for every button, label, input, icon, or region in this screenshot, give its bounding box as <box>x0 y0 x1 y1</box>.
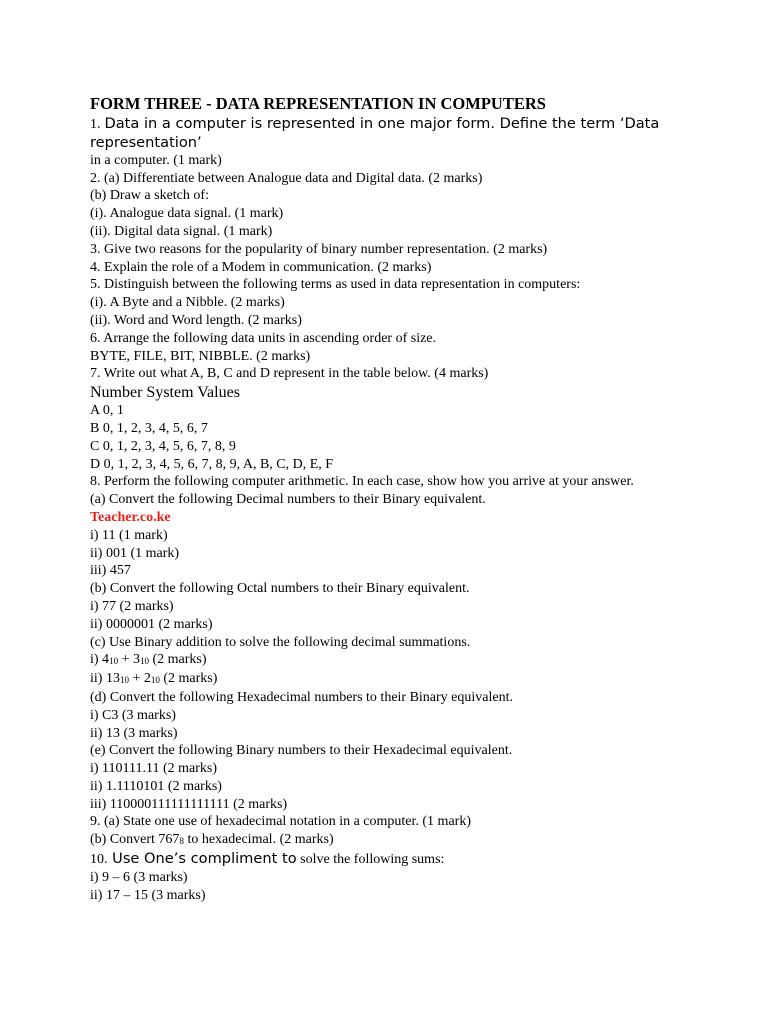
question-8e-i: i) 110111.11 (2 marks) <box>90 761 218 777</box>
question-10: 10. Use One’s compliment to solve the following sums: <box>90 850 445 868</box>
page-title: FORM THREE - DATA REPRESENTATION IN COMPUTERS <box>90 94 546 113</box>
question-8d-ii: ii) 13 (3 marks) <box>90 725 178 741</box>
question-10-ii: ii) 17 – 15 (3 marks) <box>90 887 206 903</box>
question-1-number: 1. <box>90 117 101 132</box>
question-8: 8. Perform the following computer arithmetic. In each case, show how you arrive at your answer. <box>90 474 634 490</box>
question-8c-ii: ii) $13_{10} + 2_{10}$ (2 marks) <box>90 671 218 687</box>
question-8c: (c) Use Binary addition to solve the following decimal summations. <box>90 634 471 650</box>
question-1-text: Data in a computer is represented in one major form. Define the term ‘Data representation’ <box>90 115 660 151</box>
question-8c-i: i) $4_{10} + 3_{10}$ (2 marks) <box>90 652 207 668</box>
question-8e: (e) Convert the following Binary numbers to their Hexadecimal equivalent. <box>90 743 513 759</box>
question-4: 4. Explain the role of a Modem in communication. (2 marks) <box>90 259 432 275</box>
document-body <box>90 94 690 904</box>
question-5: 5. Distinguish between the following terms as used in data representation in computers: <box>90 277 581 293</box>
question-8e-iii: iii) 110000111111111111 (2 marks) <box>90 796 288 812</box>
table-row: A 0, 1 <box>90 403 124 419</box>
question-5-ii: (ii). Word and Word length. (2 marks) <box>90 312 302 328</box>
question-2b-ii: (ii). Digital data signal. (1 mark) <box>90 223 273 239</box>
question-2b-i: (i). Analogue data signal. (1 mark) <box>90 206 284 222</box>
question-3: 3. Give two reasons for the popularity of binary number representation. (2 marks) <box>90 241 548 257</box>
question-2a: 2. (a) Differentiate between Analogue data and Digital data. (2 marks) <box>90 170 483 186</box>
question-8d: (d) Convert the following Hexadecimal numbers to their Binary equivalent. <box>90 689 513 705</box>
question-9b: (b) Convert $767_8$ to hexadecimal. (2 marks) <box>90 832 334 848</box>
question-6-items: BYTE, FILE, BIT, NIBBLE. (2 marks) <box>90 348 311 364</box>
question-8e-ii: ii) 1.1110101 (2 marks) <box>90 778 222 794</box>
question-1-tail: in a computer. (1 mark) <box>90 152 222 168</box>
question-8a-iii: iii) 457 <box>90 563 131 579</box>
question-7: 7. Write out what A, B, C and D represent in the table below. (4 marks) <box>90 366 489 382</box>
question-10-i: i) 9 – 6 (3 marks) <box>90 869 188 885</box>
question-8b-i: i) 77 (2 marks) <box>90 598 174 614</box>
question-9a: 9. (a) State one use of hexadecimal notation in a computer. (1 mark) <box>90 814 471 830</box>
question-8a-i: i) 11 (1 mark) <box>90 527 168 543</box>
table-header: Number System Values <box>90 384 240 402</box>
question-2b: (b) Draw a sketch of: <box>90 188 209 204</box>
question-6: 6. Arrange the following data units in ascending order of size. <box>90 330 437 346</box>
question-8a-ii: ii) 001 (1 mark) <box>90 545 180 561</box>
table-row: C 0, 1, 2, 3, 4, 5, 6, 7, 8, 9 <box>90 438 236 454</box>
question-8d-i: i) C3 (3 marks) <box>90 707 176 723</box>
table-row: B 0, 1, 2, 3, 4, 5, 6, 7 <box>90 420 208 436</box>
table-row: D 0, 1, 2, 3, 4, 5, 6, 7, 8, 9, A, B, C, D, E, F <box>90 456 334 472</box>
question-8b: (b) Convert the following Octal numbers to their Binary equivalent. <box>90 581 470 597</box>
question-1 <box>90 115 690 152</box>
question-8b-ii: ii) 0000001 (2 marks) <box>90 616 213 632</box>
question-8a: (a) Convert the following Decimal numbers to their Binary equivalent. <box>90 492 486 508</box>
watermark-text: Teacher.co.ke <box>90 509 171 525</box>
question-5-i: (i). A Byte and a Nibble. (2 marks) <box>90 295 285 311</box>
